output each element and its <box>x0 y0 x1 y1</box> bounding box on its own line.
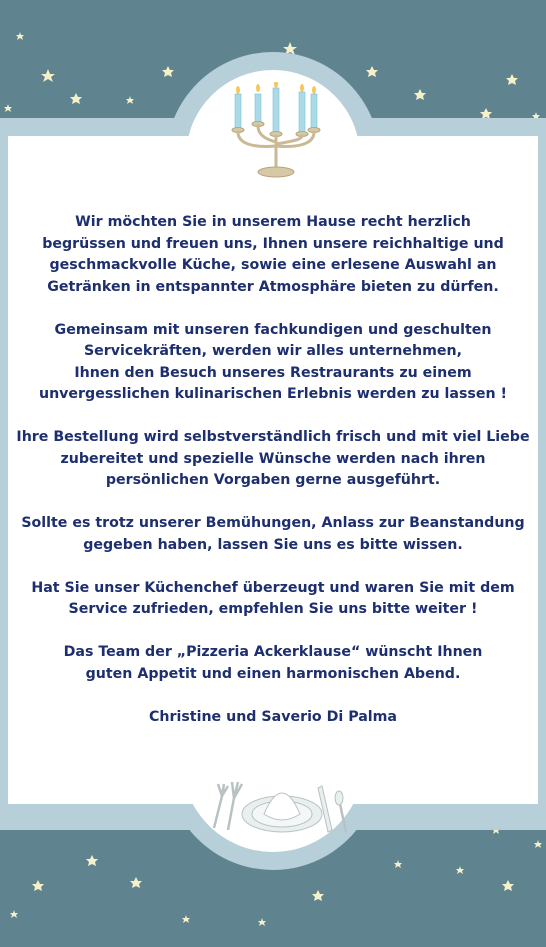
team-paragraph <box>8 642 538 685</box>
star-icon <box>162 66 174 77</box>
welcome-paragraph <box>8 212 538 298</box>
recommend-line-2: Service zufrieden, empfehlen Sie uns bitte weiter ! <box>68 601 478 617</box>
welcome-line-2: begrüssen und freuen uns, Ihnen unsere reichhaltige und <box>42 235 504 252</box>
star-icon <box>4 104 12 112</box>
welcome-line-3: geschmackvolle Küche, sowie eine erlesene Auswahl an <box>49 257 497 273</box>
service-line-2: Servicekräften, werden wir alles unternehmen, <box>83 343 463 359</box>
place-setting-icon <box>200 770 360 840</box>
welcome-line-1: Wir möchten Sie in unserem Hause recht herzlich <box>75 214 471 230</box>
signature <box>8 707 538 729</box>
service-line-1: Gemeinsam mit unseren fachkundigen und geschulten <box>54 321 492 338</box>
star-icon <box>534 840 542 848</box>
star-icon <box>70 93 82 104</box>
star-icon <box>366 66 378 77</box>
order-line-3: persönlichen Vorgaben gerne ausgeführt. <box>105 472 441 488</box>
star-icon <box>414 89 426 100</box>
star-icon <box>258 918 266 926</box>
star-icon <box>456 866 464 874</box>
order-paragraph <box>8 427 538 492</box>
complaint-line-2: gegeben haben, lassen Sie uns es bitte wissen. <box>83 536 463 553</box>
letter-text <box>8 212 538 750</box>
star-icon <box>394 860 402 868</box>
recommend-paragraph <box>8 578 538 621</box>
star-icon <box>126 96 134 104</box>
star-icon <box>130 877 142 888</box>
team-line-2: guten Appetit und einen harmonischen Abend. <box>85 665 461 682</box>
star-icon <box>41 69 55 82</box>
candelabra-icon <box>224 82 324 180</box>
signature-line: Christine und Saverio Di Palma <box>148 708 398 725</box>
star-icon <box>86 855 98 866</box>
complaint-paragraph <box>8 513 538 556</box>
star-icon <box>10 910 18 918</box>
order-line-1: Ihre Bestellung wird selbstverständlich frisch und mit viel Liebe <box>16 429 530 445</box>
recommend-line-1: Hat Sie unser Küchenchef überzeugt und waren Sie mit dem <box>31 579 515 596</box>
star-icon <box>312 890 324 901</box>
complaint-line-1: Sollte es trotz unserer Bemühungen, Anlass zur Beanstandung <box>21 515 525 531</box>
welcome-line-4: Getränken in entspannter Atmosphäre bieten zu dürfen. <box>47 278 499 295</box>
star-icon <box>32 880 44 891</box>
star-icon <box>502 880 514 891</box>
order-line-2: zubereitet und spezielle Wünsche werden nach ihren <box>60 450 486 467</box>
service-line-3: Ihnen den Besuch unseres Restraurants zu einem <box>74 364 472 381</box>
team-line-1: Das Team der „Pizzeria Ackerklause“ wünscht Ihnen <box>63 644 483 660</box>
service-paragraph <box>8 320 538 406</box>
star-icon <box>506 74 518 85</box>
star-icon <box>16 32 24 40</box>
star-icon <box>182 915 190 923</box>
service-line-4: unvergesslichen kulinarischen Erlebnis werden zu lassen ! <box>38 386 508 402</box>
